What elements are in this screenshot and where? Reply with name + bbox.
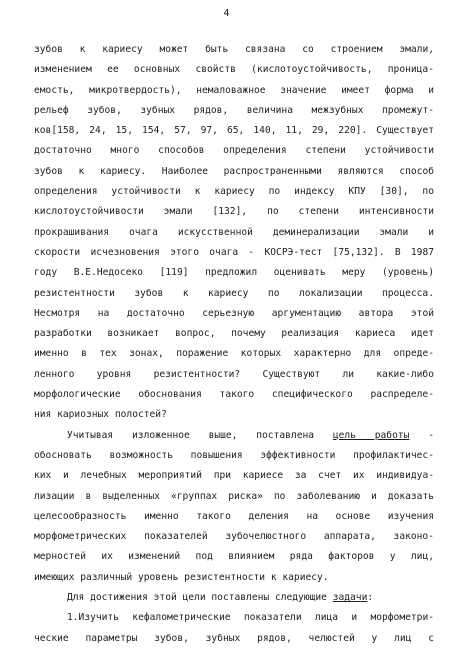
text-line: ния кариозных полостей? [34, 409, 167, 421]
text-line: лизации в выделенных «группах риска» по заболеванию и доказать [34, 490, 434, 502]
text-line: морфометрических показателей зубочелюстного аппарата, законо- [34, 531, 434, 543]
text-line: резистентности зубов к кариесу по локализации процесса. [34, 287, 434, 299]
goal-lead-text: Учитывая изложенное выше, поставлена [67, 429, 315, 441]
text-line: определения устойчивости к кариесу по индексу КПУ [30], по [34, 186, 434, 198]
text-line: Несмотря на достаточно серьезную аргументацию автора этой [34, 307, 434, 319]
text-line: изменением ее основных свойств (кислотоустойчивость, проница- [34, 64, 434, 76]
text-line: ких и лечебных мероприятий при кариесе за счет их индивидуа- [34, 470, 434, 482]
text-line: разработки возникает вопрос, почему реализация кариеса идет [34, 328, 434, 340]
text-line: морфологические обоснования такого специфического распределе- [34, 389, 434, 401]
goal-heading: цель работы [332, 429, 410, 441]
tasks-lead-text: Для достижения этой цели поставлены следующие [67, 592, 327, 604]
document-body [34, 40, 434, 649]
page-number: 4 [223, 8, 230, 19]
text-line: целесообразность именно такого деления на основе изучения [34, 510, 434, 522]
text-line: емость, микротвердость), немаловажное значение имеет форма и [34, 84, 434, 96]
text-line: зубов к кариесу. Наиболее распространенными являются способ [34, 165, 434, 177]
text-line: мерностей их изменений под влиянием ряда факторов у лиц, [34, 551, 434, 563]
goal-dash: - [428, 429, 434, 441]
task-item-1: 1.Изучить кефалометрические показатели лица и морфометри- [67, 612, 434, 624]
text-line: году В.Е.Недосеко [119] предложил оценивать меру (уровень) [34, 267, 434, 279]
text-line: зубов к кариесу может быть связана со строением эмали, [34, 44, 434, 55]
text-line: прокрашивания очага искусственной деминерализации эмали и [34, 226, 434, 238]
text-line: ленного уровня резистентности? Существуют ли какие-либо [34, 368, 434, 380]
text-line: обосновать возможность повышения эффективности профилактичес- [34, 449, 434, 461]
text-line: именно в тех зонах, поражение которых характерно для опреде- [34, 348, 434, 360]
tasks-colon: : [367, 592, 374, 604]
text-line: скорости исчезновения этого очага - КОСРЭ-тест [75,132]. В 1987 [34, 246, 434, 258]
tasks-heading: задачи [332, 592, 368, 604]
text-line: ческие параметры зубов, зубных рядов, челюстей у лиц с [34, 632, 434, 644]
tasks-line [34, 588, 434, 608]
goal-line [34, 426, 434, 446]
text-line: имеющих различный уровень резистентности к кариесу. [34, 571, 329, 583]
text-line: ков[158, 24, 15, 154, 57, 97, 65, 140, 11, 29, 220]. Существует [34, 125, 434, 137]
text-line: достаточно много способов определения степени устойчивости [34, 145, 434, 157]
text-line: рельеф зубов, зубных рядов, величина межзубных промежут- [34, 104, 434, 116]
text-line: кислотоустойчивости эмали [132], по степени интенсивности [34, 206, 434, 218]
